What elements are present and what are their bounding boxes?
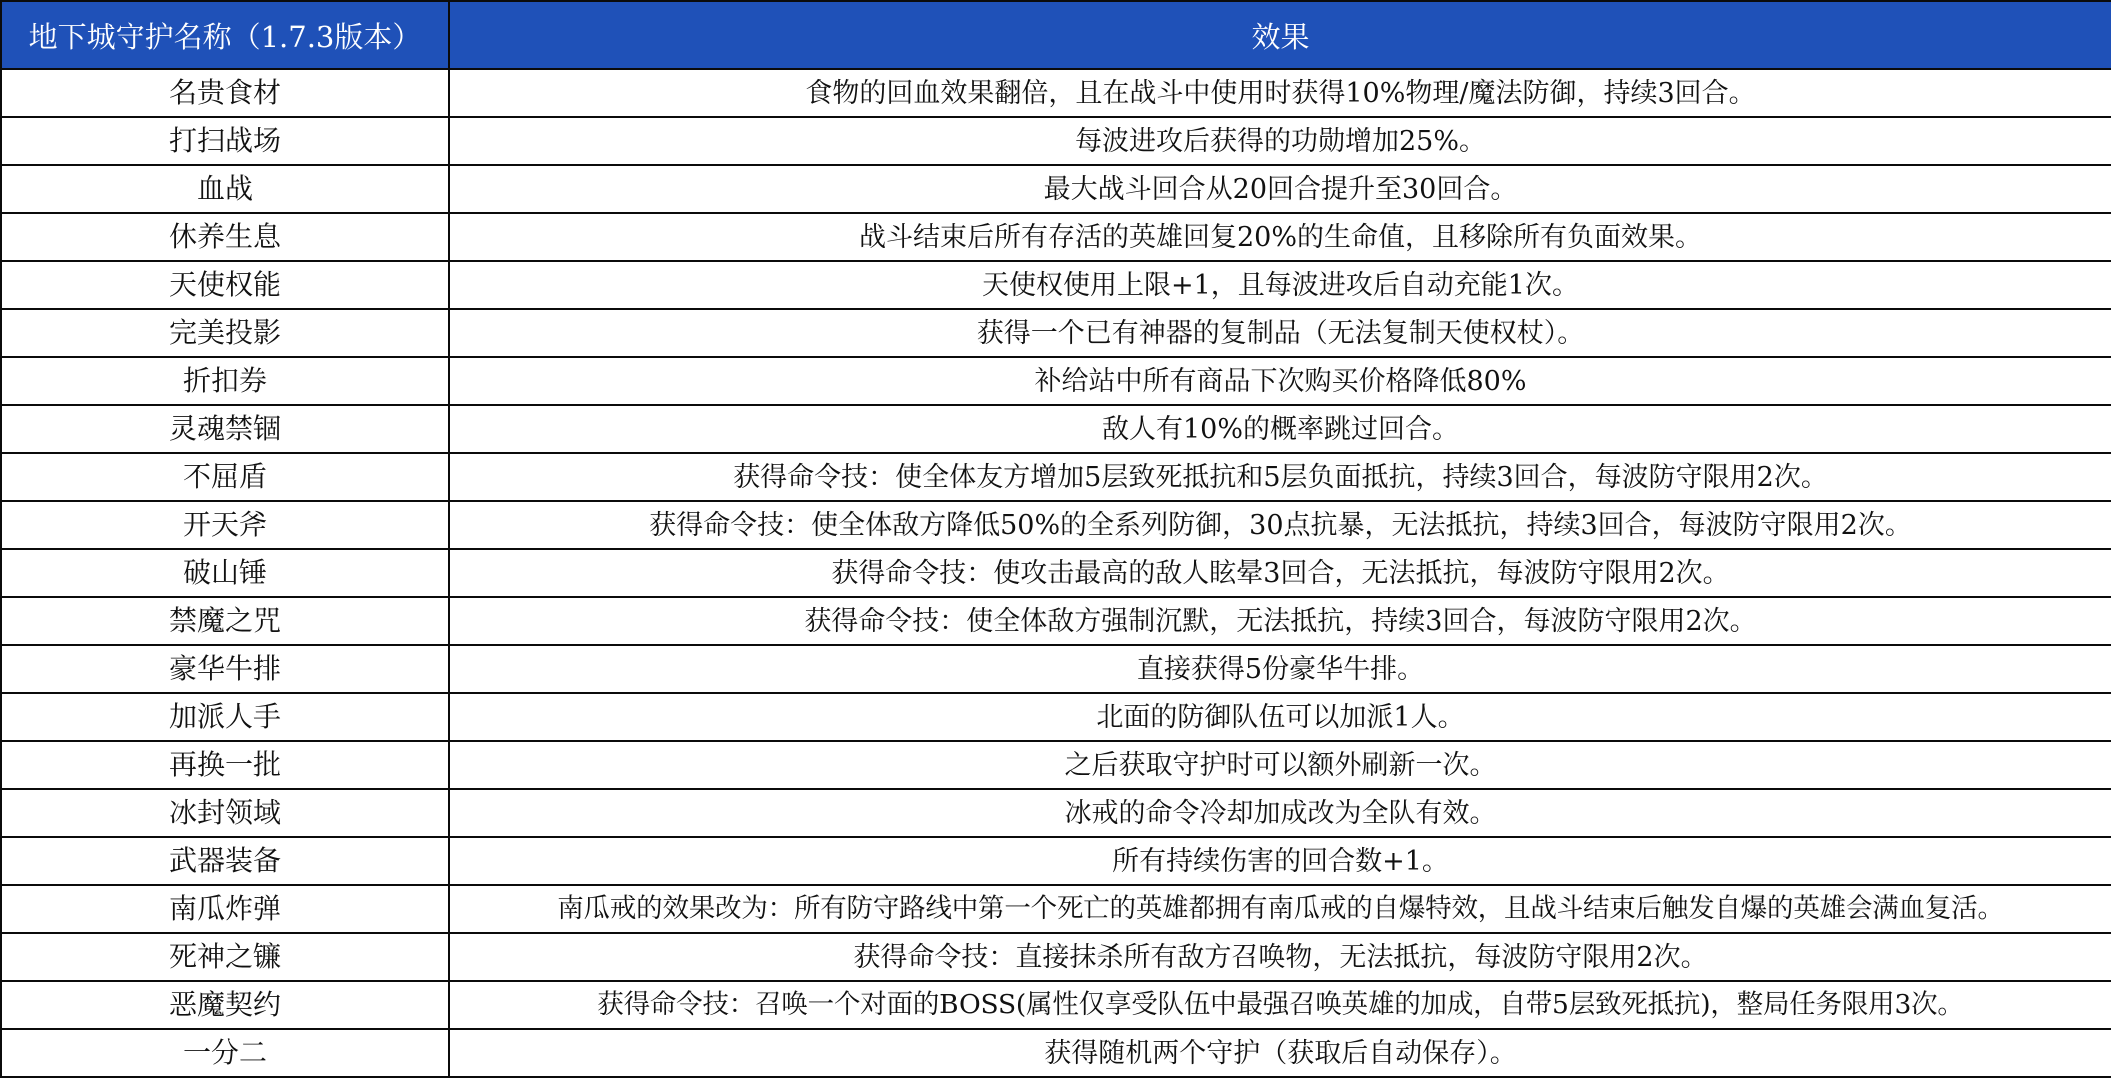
guardian-name-cell: 休养生息 bbox=[1, 213, 449, 261]
table-row bbox=[1, 885, 2111, 933]
guardian-effect-cell: 南瓜戒的效果改为：所有防守路线中第一个死亡的英雄都拥有南瓜戒的自爆特效，且战斗结束后触发自爆的英雄会满血复活。 bbox=[449, 885, 2111, 933]
guardian-effect-cell: 所有持续伤害的回合数+1。 bbox=[449, 837, 2111, 885]
guardian-name-cell: 不屈盾 bbox=[1, 453, 449, 501]
guardian-effect-cell: 获得命令技：使全体敌方降低50%的全系列防御，30点抗暴，无法抵抗，持续3回合，每波防守限用2次。 bbox=[449, 501, 2111, 549]
guardian-effect-cell: 获得命令技：使全体敌方强制沉默，无法抵抗，持续3回合，每波防守限用2次。 bbox=[449, 597, 2111, 645]
table-row bbox=[1, 1029, 2111, 1077]
guardian-name-cell: 南瓜炸弹 bbox=[1, 885, 449, 933]
table-row bbox=[1, 405, 2111, 453]
table-row bbox=[1, 69, 2111, 117]
guardian-name-cell: 恶魔契约 bbox=[1, 981, 449, 1029]
table-row bbox=[1, 981, 2111, 1029]
guardian-effect-cell: 获得命令技：使攻击最高的敌人眩晕3回合，无法抵抗，每波防守限用2次。 bbox=[449, 549, 2111, 597]
table-row bbox=[1, 597, 2111, 645]
table-row bbox=[1, 693, 2111, 741]
guardian-name-cell: 禁魔之咒 bbox=[1, 597, 449, 645]
guardian-effect-cell: 获得随机两个守护（获取后自动保存）。 bbox=[449, 1029, 2111, 1077]
guardian-effect-cell: 敌人有10%的概率跳过回合。 bbox=[449, 405, 2111, 453]
table-row bbox=[1, 213, 2111, 261]
guardian-effect-cell: 获得命令技：使全体友方增加5层致死抵抗和5层负面抵抗，持续3回合，每波防守限用2次。 bbox=[449, 453, 2111, 501]
guardian-name-cell: 再换一批 bbox=[1, 741, 449, 789]
table-row bbox=[1, 309, 2111, 357]
guardian-name-cell: 折扣券 bbox=[1, 357, 449, 405]
table-header-row bbox=[1, 1, 2111, 69]
table-row bbox=[1, 117, 2111, 165]
guardian-name-cell: 完美投影 bbox=[1, 309, 449, 357]
guardian-name-cell: 名贵食材 bbox=[1, 69, 449, 117]
guardian-effect-cell: 北面的防御队伍可以加派1人。 bbox=[449, 693, 2111, 741]
guardian-name-cell: 豪华牛排 bbox=[1, 645, 449, 693]
name-column-header: 地下城守护名称（1.7.3版本） bbox=[1, 1, 449, 69]
guardian-effect-cell: 天使权使用上限+1，且每波进攻后自动充能1次。 bbox=[449, 261, 2111, 309]
guardian-name-cell: 天使权能 bbox=[1, 261, 449, 309]
guardian-name-cell: 灵魂禁锢 bbox=[1, 405, 449, 453]
table-row bbox=[1, 789, 2111, 837]
table-row bbox=[1, 165, 2111, 213]
guardian-name-cell: 死神之镰 bbox=[1, 933, 449, 981]
table-row bbox=[1, 645, 2111, 693]
guardian-effect-cell: 之后获取守护时可以额外刷新一次。 bbox=[449, 741, 2111, 789]
guardian-effect-cell: 最大战斗回合从20回合提升至30回合。 bbox=[449, 165, 2111, 213]
guardian-effect-cell: 直接获得5份豪华牛排。 bbox=[449, 645, 2111, 693]
guardian-name-cell: 一分二 bbox=[1, 1029, 449, 1077]
table-row bbox=[1, 933, 2111, 981]
guardian-effect-cell: 获得一个已有神器的复制品（无法复制天使权杖）。 bbox=[449, 309, 2111, 357]
table-row bbox=[1, 549, 2111, 597]
guardian-effect-cell: 每波进攻后获得的功勋增加25%。 bbox=[449, 117, 2111, 165]
guardian-effect-cell: 获得命令技：直接抹杀所有敌方召唤物，无法抵抗，每波防守限用2次。 bbox=[449, 933, 2111, 981]
guardian-effect-cell: 食物的回血效果翻倍，且在战斗中使用时获得10%物理/魔法防御，持续3回合。 bbox=[449, 69, 2111, 117]
guardian-name-cell: 破山锤 bbox=[1, 549, 449, 597]
table-row bbox=[1, 837, 2111, 885]
table-row bbox=[1, 501, 2111, 549]
guardian-name-cell: 加派人手 bbox=[1, 693, 449, 741]
guardian-name-cell: 打扫战场 bbox=[1, 117, 449, 165]
table-row bbox=[1, 453, 2111, 501]
effect-column-header: 效果 bbox=[449, 1, 2111, 69]
guardian-effect-cell: 战斗结束后所有存活的英雄回复20%的生命值，且移除所有负面效果。 bbox=[449, 213, 2111, 261]
table-row bbox=[1, 357, 2111, 405]
guardian-effect-cell: 补给站中所有商品下次购买价格降低80% bbox=[449, 357, 2111, 405]
guardian-name-cell: 血战 bbox=[1, 165, 449, 213]
guardian-name-cell: 冰封领域 bbox=[1, 789, 449, 837]
guardian-effect-cell: 获得命令技：召唤一个对面的BOSS(属性仅享受队伍中最强召唤英雄的加成，自带5层致死抵抗)，整局任务限用3次。 bbox=[449, 981, 2111, 1029]
guardian-effect-cell: 冰戒的命令冷却加成改为全队有效。 bbox=[449, 789, 2111, 837]
guardian-name-cell: 开天斧 bbox=[1, 501, 449, 549]
table-row bbox=[1, 741, 2111, 789]
guardian-name-cell: 武器装备 bbox=[1, 837, 449, 885]
table-row bbox=[1, 261, 2111, 309]
